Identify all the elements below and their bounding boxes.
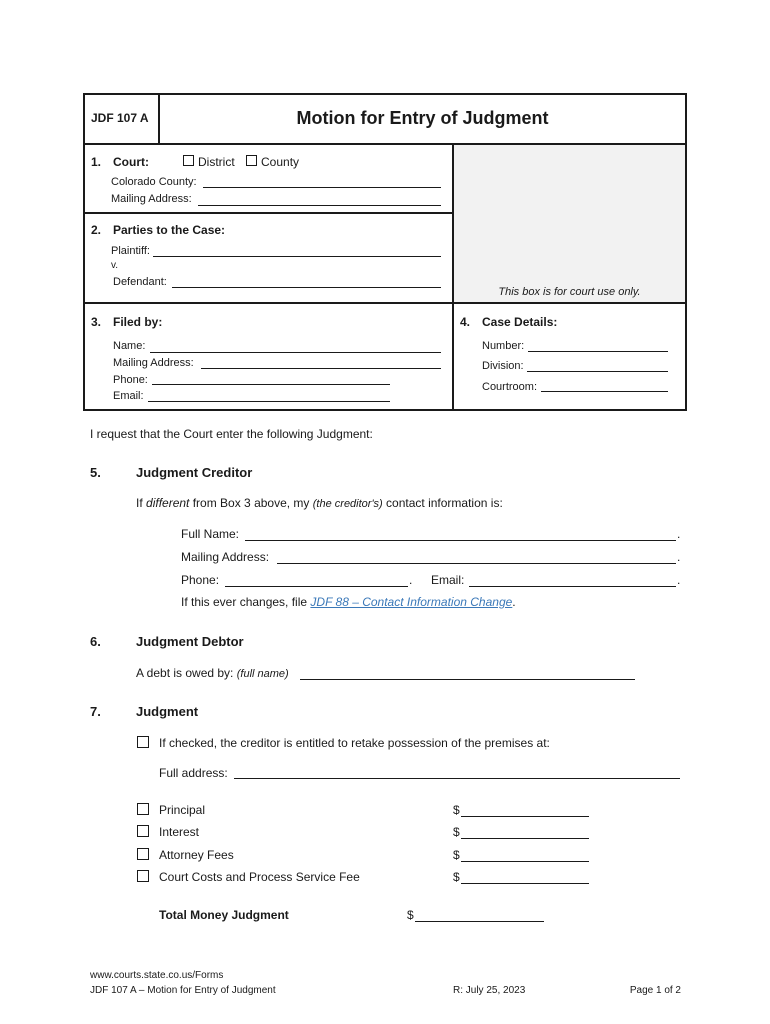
page-title: Motion for Entry of Judgment	[296, 108, 549, 128]
intro-text: I request that the Court enter the following Judgment:	[90, 427, 373, 441]
sec6-heading: Judgment Debtor	[136, 634, 244, 649]
retake-possession-checkbox[interactable]	[137, 736, 149, 748]
court-mailing-label: Mailing Address:	[111, 193, 192, 205]
creditor-mailing-label: Mailing Address:	[181, 550, 270, 564]
box3-label: Filed by:	[113, 315, 163, 329]
court-costs-currency: $	[453, 870, 460, 884]
debtor-owed-label: A debt is owed by:	[136, 666, 234, 680]
court-costs-label: Court Costs and Process Service Fee	[159, 870, 360, 884]
court-costs-checkbox[interactable]	[137, 870, 149, 882]
creditor-email-period: .	[677, 573, 681, 587]
county-label: County	[261, 155, 300, 169]
filer-mailing-field[interactable]	[201, 368, 441, 369]
footer-website: www.courts.state.co.us/Forms	[90, 970, 224, 981]
interest-checkbox[interactable]	[137, 825, 149, 837]
interest-amount-field[interactable]	[461, 838, 589, 839]
interest-currency: $	[453, 825, 460, 839]
plaintiff-label: Plaintiff:	[111, 245, 150, 257]
lead-tail: contact information is:	[382, 496, 503, 510]
total-amount-field[interactable]	[415, 921, 544, 922]
debtor-name-field[interactable]	[300, 679, 635, 680]
interest-label: Interest	[159, 825, 200, 839]
principal-amount-field[interactable]	[461, 816, 589, 817]
county-checkbox[interactable]	[246, 155, 257, 166]
attorney-fees-currency: $	[453, 848, 460, 862]
colorado-county-label: Colorado County:	[111, 176, 197, 188]
sec5-heading: Judgment Creditor	[136, 465, 253, 480]
filer-mailing-label: Mailing Address:	[113, 357, 194, 369]
form-code: JDF 107 A	[91, 111, 149, 125]
change-text: If this ever changes, file	[181, 595, 311, 609]
court-costs-amount-field[interactable]	[461, 883, 589, 884]
case-number-field[interactable]	[528, 351, 668, 352]
footer-form-name: JDF 107 A – Motion for Entry of Judgment	[90, 985, 276, 996]
creditor-full-name-field[interactable]	[245, 540, 676, 541]
versus-label: v.	[111, 260, 119, 271]
colorado-county-field[interactable]	[203, 187, 441, 188]
sec7-heading: Judgment	[136, 704, 199, 719]
defendant-label: Defendant:	[113, 276, 167, 288]
attorney-fees-checkbox[interactable]	[137, 848, 149, 860]
attorney-fees-label: Attorney Fees	[159, 848, 234, 862]
principal-currency: $	[453, 803, 460, 817]
footer-page-number: Page 1 of 2	[629, 985, 681, 996]
filer-name-label: Name:	[113, 340, 146, 352]
principal-label: Principal	[159, 803, 206, 817]
lead-creditor: (the creditor's)	[312, 498, 383, 510]
court-use-note: This box is for court use only.	[498, 286, 641, 298]
filer-email-field[interactable]	[148, 401, 390, 402]
creditor-mailing-period: .	[677, 550, 681, 564]
creditor-phone-period: .	[409, 573, 413, 587]
total-currency: $	[407, 908, 414, 922]
district-label: District	[198, 155, 235, 169]
creditor-phone-field[interactable]	[225, 586, 408, 587]
grid-vertical-divider	[452, 145, 454, 409]
box3-number: 3.	[91, 315, 102, 329]
box1-number: 1.	[91, 155, 102, 169]
total-judgment-label: Total Money Judgment	[159, 908, 289, 922]
premises-address-label: Full address:	[159, 766, 228, 780]
sec6-number: 6.	[90, 634, 101, 649]
court-use-box	[454, 145, 685, 303]
sec7-number: 7.	[90, 704, 101, 719]
sec5-lead-text	[136, 496, 503, 510]
debtor-hint: (full name)	[236, 668, 289, 680]
box2-number: 2.	[91, 223, 102, 237]
courtroom-field[interactable]	[541, 391, 668, 392]
filer-phone-field[interactable]	[152, 384, 390, 385]
division-field[interactable]	[527, 371, 668, 372]
district-checkbox[interactable]	[183, 155, 194, 166]
filer-name-field[interactable]	[150, 352, 441, 353]
case-number-label: Number:	[482, 340, 525, 352]
plaintiff-field[interactable]	[153, 256, 441, 257]
box1-label: Court:	[113, 155, 149, 169]
box2-label: Parties to the Case:	[113, 223, 226, 237]
principal-checkbox[interactable]	[137, 803, 149, 815]
jdf88-link[interactable]: JDF 88 – Contact Information Change	[310, 595, 513, 609]
filer-email-label: Email:	[113, 390, 144, 402]
row-divider	[85, 302, 685, 304]
sec5-number: 5.	[90, 465, 101, 480]
division-label: Division:	[482, 360, 524, 372]
box4-number: 4.	[460, 315, 471, 329]
creditor-mailing-field[interactable]	[277, 563, 676, 564]
lead-from: from Box 3 above, my	[189, 496, 313, 510]
defendant-field[interactable]	[172, 287, 441, 288]
box4-label: Case Details:	[482, 315, 558, 329]
retake-possession-text: If checked, the creditor is entitled to retake possession of the premises at:	[159, 736, 550, 750]
footer-revision: R: July 25, 2023	[453, 985, 526, 996]
lead-different: different	[146, 496, 190, 510]
creditor-full-name-label: Full Name:	[181, 527, 240, 541]
debtor-line	[136, 666, 289, 680]
creditor-email-label: Email:	[431, 573, 465, 587]
premises-address-field[interactable]	[234, 778, 680, 779]
attorney-fees-amount-field[interactable]	[461, 861, 589, 862]
creditor-name-period: .	[677, 527, 681, 541]
change-period: .	[512, 595, 516, 609]
box1-bottom-border	[85, 212, 452, 214]
filer-phone-label: Phone:	[113, 374, 148, 386]
creditor-email-field[interactable]	[469, 586, 676, 587]
court-mailing-field[interactable]	[198, 205, 441, 206]
creditor-phone-label: Phone:	[181, 573, 220, 587]
lead-if: If	[136, 496, 147, 510]
contact-change-note	[181, 595, 516, 609]
courtroom-label: Courtroom:	[482, 381, 538, 393]
